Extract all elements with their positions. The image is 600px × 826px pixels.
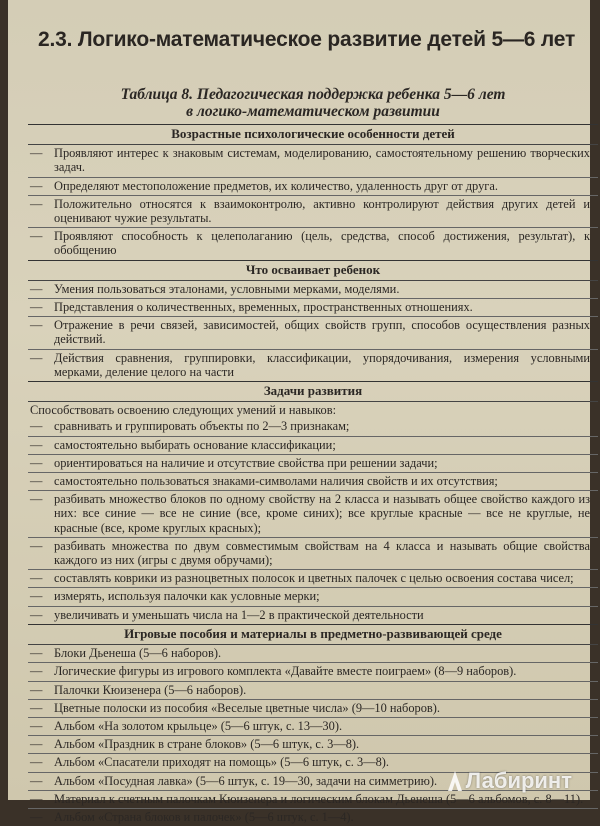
list-item: — Цветные полоски из пособия «Веселые цветные числа» (9—10 наборов).	[28, 700, 598, 718]
table-caption	[38, 86, 588, 120]
list-item: — Положительно относятся к взаимоконтролю, активно контролируют действия других детей и оценивают чужие результаты.	[28, 196, 598, 228]
list-item: — Представления о количественных, временных, пространственных отношениях.	[28, 299, 598, 317]
list-item: — Альбом «На золотом крыльце» (5—6 штук, с. 13—30).	[28, 718, 598, 736]
table-caption-line-2: в логико-математическом развитии	[186, 103, 440, 120]
watermark-text: Лабиринт	[465, 768, 572, 793]
labyrinth-logo-icon	[446, 770, 464, 792]
list-item: — Блоки Дьенеша (5—6 наборов).	[28, 645, 598, 663]
list-item: — ориентироваться на наличие и отсутствие свойства при решении задачи;	[28, 455, 598, 473]
section-title: Что осваивает ребенок	[28, 261, 598, 281]
section-age-features	[28, 125, 598, 261]
section-what-child-learns	[28, 261, 598, 382]
list-item: — Проявляют интерес к знаковым системам, моделированию, самостоятельному решению творческих задач.	[28, 145, 598, 177]
list-item: — самостоятельно пользоваться знаками-символами наличия свойств и их отсутствия;	[28, 473, 598, 491]
watermark	[446, 768, 572, 794]
list-item: — разбивать множества по двум совместимым свойствам на 4 класса и называть общие свойства каждого из них (игры с двумя обручами);	[28, 538, 598, 570]
support-table	[28, 124, 598, 826]
list-item: — Проявляют способность к целеполаганию (цель, средства, способ достижения, результат), к обобщению	[30, 229, 590, 258]
book-page	[8, 0, 590, 824]
list-item: — Альбом «Спасатели приходят на помощь» (5—6 штук, с. 3—8).	[28, 754, 598, 772]
list-item: — Умения пользоваться эталонами, условными мерками, моделями.	[28, 281, 598, 299]
list-item: — Материал к счетным палочкам Кюизенера и логическим блокам Дьенеша (5—6 альбомов, с. 8—11).	[28, 791, 598, 809]
list-item: — самостоятельно выбирать основание классификации;	[28, 437, 598, 455]
section-title: Возрастные психологические особенности детей	[28, 125, 598, 145]
list-item: — измерять, используя палочки как условные мерки;	[28, 588, 598, 606]
list-item: — Альбом «Посудная лавка» (5—6 штук, с. 19—30, задачи на симметрию).	[28, 773, 598, 791]
list-item: — Альбом «Страна блоков и палочек» (5—6 штук, с. 1—4).	[30, 809, 354, 824]
list-item: — Логические фигуры из игрового комплекта «Давайте вместе поиграем» (8—9 наборов).	[28, 663, 598, 681]
list-item: — Действия сравнения, группировки, классификации, упорядочивания, измерения условными мерками, деление целого на части	[30, 350, 590, 379]
list-item: — разбивать множество блоков по одному свойству на 2 класса и называть общее свойство каждого из них: все синие — все не синие (все, кроме синих); все круглые красные — все не круглые, не красные (все, кроме круглых красных);	[28, 491, 598, 538]
section-title: Задачи развития	[28, 382, 598, 402]
list-item: — сравнивать и группировать объекты по 2—3 признакам;	[28, 418, 598, 436]
list-item: — Определяют местоположение предметов, их количество, удаленность друг от друга.	[28, 178, 598, 196]
section-intro: Способствовать освоению следующих умений и навыков:	[30, 403, 337, 418]
list-item: — Альбом «Праздник в стране блоков» (5—6 штук, с. 3—8).	[28, 736, 598, 754]
list-item: — Отражение в речи связей, зависимостей, общих свойств групп, способов осуществления разных действий.	[28, 317, 598, 349]
section-title: Игровые пособия и материалы в предметно-развивающей среде	[28, 625, 598, 645]
page-heading: 2.3. Логико-математическое развитие детей 5—6 лет	[38, 28, 576, 51]
list-item: — составлять коврики из разноцветных полосок и цветных палочек с целью освоения состава чисел;	[28, 570, 598, 588]
list-item: — Палочки Кюизенера (5—6 наборов).	[28, 682, 598, 700]
section-materials	[28, 625, 598, 826]
table-caption-line-1: Таблица 8. Педагогическая поддержка ребенка 5—6 лет	[120, 86, 506, 103]
list-item: — увеличивать и уменьшать числа на 1—2 в практической деятельности	[30, 607, 424, 622]
section-development-tasks	[28, 382, 598, 625]
